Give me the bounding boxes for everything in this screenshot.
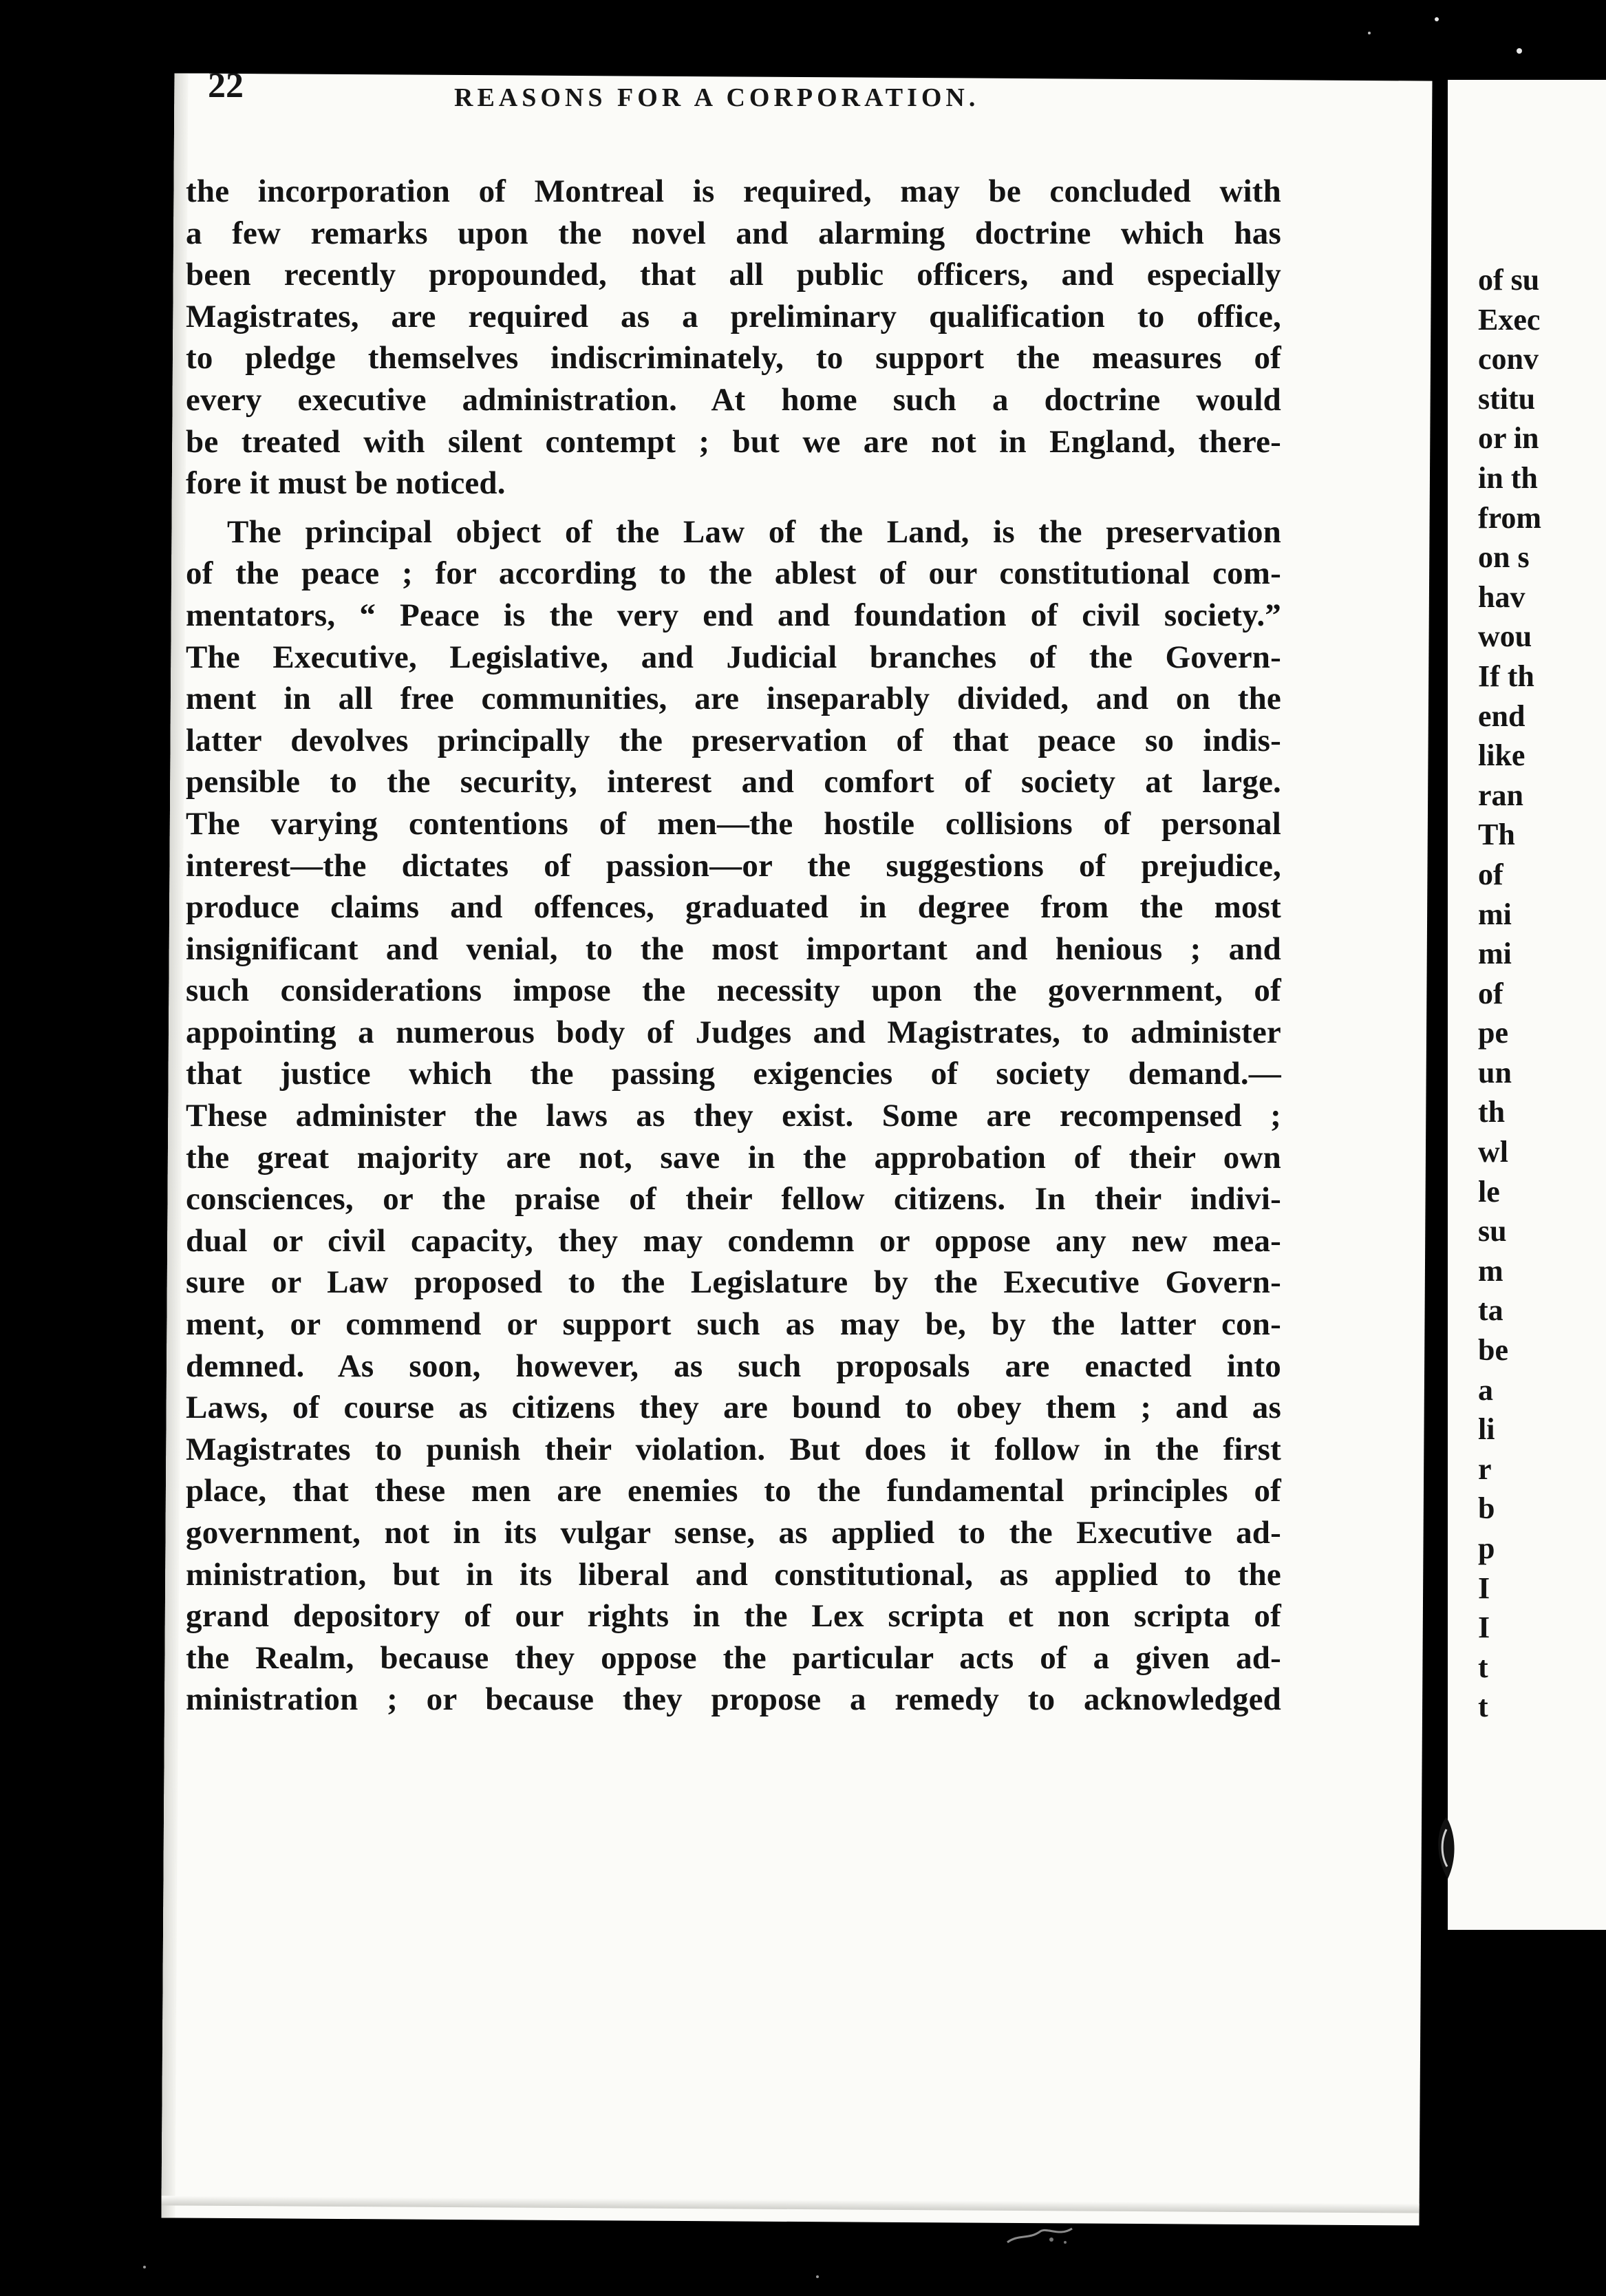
text-fragment: I <box>1478 1571 1490 1605</box>
text-line: every executive administration. At home such a doctrine would <box>186 381 1281 418</box>
right-page-body <box>1478 260 1606 1727</box>
text-line: such considerations impose the necessity upon the government, of <box>186 972 1281 1009</box>
text-fragment: hav <box>1478 580 1525 614</box>
text-line: ministration, but in its liberal and constitutional, as applied to the <box>186 1556 1281 1593</box>
text-line: appointing a numerous body of Judges and Magistrates, to administer <box>186 1014 1281 1050</box>
text-fragment: wou <box>1478 619 1532 654</box>
text-fragment: t <box>1478 1650 1488 1684</box>
text-line: consciences, or the praise of their fellow citizens. In their indivi- <box>186 1181 1281 1218</box>
text-line: The Executive, Legislative, and Judicial branches of the Govern- <box>186 639 1281 675</box>
text-fragment: li <box>1478 1412 1495 1447</box>
text-line: grand depository of our rights in the Lex scripta et non scripta of <box>186 1598 1281 1635</box>
text-line: These administer the laws as they exist. Some are recompensed ; <box>186 1098 1281 1134</box>
text-fragment: le <box>1478 1174 1500 1209</box>
text-line: sure or Law proposed to the Legislature by the Executive Govern- <box>186 1264 1281 1301</box>
text-fragment: of <box>1478 976 1503 1010</box>
text-fragment: r <box>1478 1452 1492 1486</box>
text-fragment: like <box>1478 738 1525 773</box>
text-line: ment in all free communities, are inseparably divided, and on the <box>186 681 1281 717</box>
text-line: The varying contentions of men—the hostile collisions of personal <box>186 805 1281 842</box>
text-line: of the peace ; for according to the ablest of our constitutional com- <box>186 555 1281 592</box>
text-line: interest—the dictates of passion—or the suggestions of prejudice, <box>186 847 1281 884</box>
text-line: mentators, “ Peace is the very end and foundation of civil society.” <box>186 597 1281 633</box>
text-line: that justice which the passing exigencies of society demand.— <box>186 1056 1281 1092</box>
text-line: been recently propounded, that all public officers, and especially <box>186 257 1281 293</box>
text-line: place, that these men are enemies to the fundamental principles of <box>186 1473 1281 1509</box>
text-fragment: stitu <box>1478 381 1536 416</box>
text-fragment: of <box>1478 857 1503 891</box>
text-line: the great majority are not, save in the approbation of their own <box>186 1139 1281 1176</box>
left-page-body <box>186 171 1281 1721</box>
text-fragment: su <box>1478 1214 1507 1248</box>
text-fragment: mi <box>1478 937 1512 971</box>
text-line: a few remarks upon the novel and alarming doctrine which has <box>186 215 1281 251</box>
text-line: pensible to the security, interest and comfort of society at large. <box>186 764 1281 800</box>
text-fragment: ran <box>1478 778 1523 812</box>
running-head: REASONS FOR A CORPORATION. <box>454 83 980 112</box>
text-line: to pledge themselves indiscriminately, to support the measures of <box>186 340 1281 376</box>
paragraph-gap <box>186 504 1281 511</box>
text-line: the incorporation of Montreal is required, may be concluded with <box>186 173 1281 209</box>
text-fragment: in th <box>1478 460 1538 495</box>
text-fragment: t <box>1478 1690 1488 1724</box>
text-line: demned. As soon, however, as such proposals are enacted into <box>186 1348 1281 1384</box>
text-line: Magistrates, are required as a preliminary qualification to office, <box>186 298 1281 334</box>
text-fragment: conv <box>1478 342 1539 376</box>
text-line: produce claims and offences, graduated in degree from the most <box>186 889 1281 926</box>
text-line: government, not in its vulgar sense, as applied to the Executive ad- <box>186 1515 1281 1551</box>
page-number: 22 <box>208 66 244 105</box>
text-line: Laws, of course as citizens they are bound to obey them ; and as <box>186 1390 1281 1426</box>
text-fragment: I <box>1478 1611 1490 1645</box>
text-fragment: or in <box>1478 421 1539 456</box>
binding-clip-mark <box>1433 1817 1460 1879</box>
text-fragment: b <box>1478 1491 1495 1526</box>
text-line: insignificant and venial, to the most important and henious ; and <box>186 931 1281 967</box>
text-fragment: be <box>1478 1333 1508 1368</box>
text-line: Magistrates to punish their violation. But does it follow in the first <box>186 1431 1281 1467</box>
text-fragment: on s <box>1478 540 1530 575</box>
text-fragment: ta <box>1478 1293 1503 1328</box>
text-line: The principal object of the Law of the Land, is the preservation <box>227 513 1281 550</box>
text-fragment: pe <box>1478 1016 1508 1050</box>
text-line: be treated with silent contempt ; but we are not in England, there- <box>186 423 1281 460</box>
text-fragment: p <box>1478 1531 1495 1565</box>
text-line: ment, or commend or support such as may be, by the latter con- <box>186 1306 1281 1343</box>
text-fragment: Th <box>1478 818 1515 852</box>
text-fragment: from <box>1478 500 1542 535</box>
text-fragment: of su <box>1478 263 1540 297</box>
text-fragment: end <box>1478 699 1525 733</box>
text-line: dual or civil capacity, they may condemn or oppose any new mea- <box>186 1222 1281 1259</box>
text-fragment: mi <box>1478 897 1512 931</box>
text-line: latter devolves principally the preservation of that peace so indis- <box>186 722 1281 758</box>
text-line: the Realm, because they oppose the particular acts of a given ad- <box>186 1639 1281 1676</box>
text-fragment: a <box>1478 1372 1493 1407</box>
text-fragment: Exec <box>1478 302 1541 337</box>
text-fragment: If th <box>1478 659 1534 693</box>
text-fragment: wl <box>1478 1135 1508 1169</box>
scan-smudge <box>1005 2222 1087 2249</box>
text-line: fore it must be noticed. <box>186 465 506 502</box>
text-fragment: m <box>1478 1253 1503 1288</box>
text-line: ministration ; or because they propose a remedy to acknowledged <box>186 1681 1281 1718</box>
text-fragment: un <box>1478 1055 1512 1089</box>
text-fragment: th <box>1478 1095 1506 1129</box>
